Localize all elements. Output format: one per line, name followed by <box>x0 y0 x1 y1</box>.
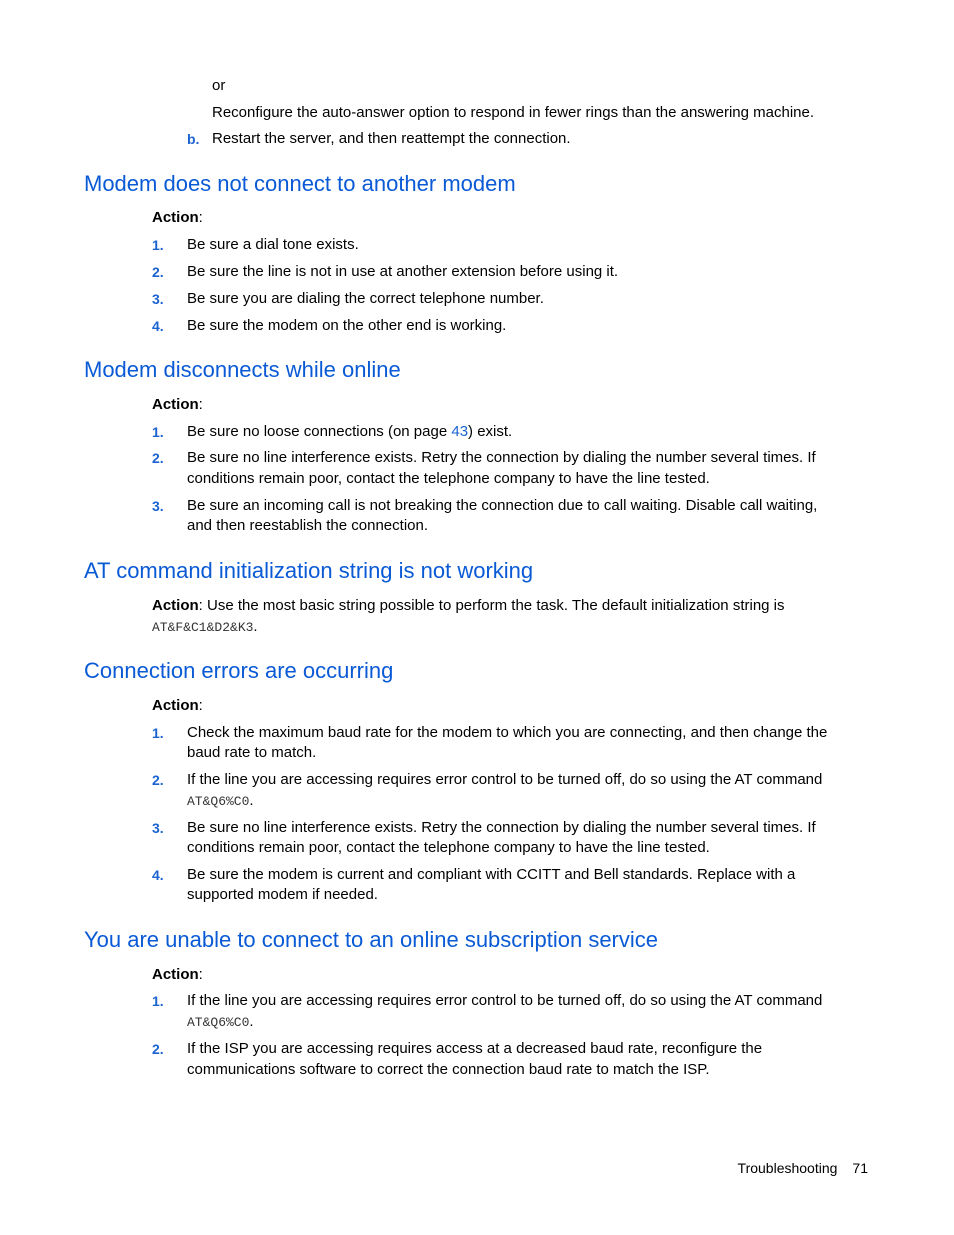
list-item-line: If the ISP you are accessing requires access at a decreased baud rate, reconfigure the <box>187 1040 763 1057</box>
list-number: 3. <box>152 498 164 514</box>
list-number: 2. <box>152 264 164 280</box>
list-item-line: supported modem if needed. <box>187 886 378 903</box>
list-number: 1. <box>152 725 164 741</box>
list-item-line: Be sure no line interference exists. Retry the connection by dialing the number several times. If <box>187 449 816 466</box>
intro-or: or <box>212 77 226 94</box>
at-command-code: AT&Q6%C0 <box>187 794 250 809</box>
list-number: 2. <box>152 1041 164 1057</box>
list-item: Be sure a dial tone exists. <box>187 236 359 253</box>
list-item-line: Be sure no line interference exists. Retry the connection by dialing the number several times. If <box>187 819 816 836</box>
list-item: Be sure the line is not in use at another extension before using it. <box>187 263 619 280</box>
list-item: Be sure no loose connections (on page 43) exist. <box>187 423 513 440</box>
list-number: 1. <box>152 424 164 440</box>
action-label: Action: <box>152 396 203 413</box>
list-number: 4. <box>152 867 164 883</box>
list-marker-b: b. <box>187 131 200 147</box>
action-label: Action: <box>152 966 203 983</box>
list-item-line: baud rate to match. <box>187 744 317 761</box>
list-number: 4. <box>152 318 164 334</box>
list-number: 1. <box>152 993 164 1009</box>
page-footer <box>738 1158 868 1178</box>
list-number: 2. <box>152 772 164 788</box>
code-line: AT&Q6%C0. <box>187 1013 254 1030</box>
list-item: Be sure the modem on the other end is working. <box>187 317 507 334</box>
list-item-line: If the line you are accessing requires error control to be turned off, do so using the AT command <box>187 771 823 788</box>
action-paragraph: Action: Use the most basic string possible to perform the task. The default initialization string is <box>152 597 785 614</box>
list-item-line: Be sure the modem is current and compliant with CCITT and Bell standards. Replace with a <box>187 866 796 883</box>
list-item-line: conditions remain poor, contact the telephone company to have the line tested. <box>187 839 710 856</box>
list-number: 3. <box>152 291 164 307</box>
list-item-line: communications software to correct the connection baud rate to match the ISP. <box>187 1061 710 1078</box>
footer-section: Troubleshooting <box>737 1160 838 1176</box>
section-heading-subscription-service: You are unable to connect to an online subscription service <box>84 927 659 952</box>
code-line: AT&Q6%C0. <box>187 792 254 809</box>
list-number: 3. <box>152 820 164 836</box>
section-heading-at-command: AT command initialization string is not working <box>84 558 534 583</box>
intro-reconfigure: Reconfigure the auto-answer option to respond in fewer rings than the answering machine. <box>212 104 815 121</box>
section-heading-modem-no-connect: Modem does not connect to another modem <box>84 171 516 196</box>
section-heading-modem-disconnects: Modem disconnects while online <box>84 357 401 382</box>
section-heading-connection-errors: Connection errors are occurring <box>84 658 394 683</box>
list-item-line: conditions remain poor, contact the telephone company to have the line tested. <box>187 470 710 487</box>
list-item-line: If the line you are accessing requires error control to be turned off, do so using the AT command <box>187 992 823 1009</box>
at-command-code: AT&Q6%C0 <box>187 1015 250 1030</box>
list-item-line: Check the maximum baud rate for the modem to which you are connecting, and then change the <box>187 724 828 741</box>
list-number: 2. <box>152 450 164 466</box>
init-string-code: AT&F&C1&D2&K3 <box>152 620 254 635</box>
page-link[interactable]: 43 <box>451 423 469 440</box>
list-number: 1. <box>152 237 164 253</box>
list-item-line: and then reestablish the connection. <box>187 517 429 534</box>
action-label: Action: <box>152 697 203 714</box>
list-item-line: Be sure an incoming call is not breaking the connection due to call waiting. Disable call waiting, <box>187 497 818 514</box>
code-line: AT&F&C1&D2&K3. <box>152 618 258 635</box>
list-item: Be sure you are dialing the correct telephone number. <box>187 290 544 307</box>
action-label: Action: <box>152 209 203 226</box>
intro-restart: Restart the server, and then reattempt the connection. <box>212 130 571 147</box>
page-number: 71 <box>852 1160 868 1176</box>
